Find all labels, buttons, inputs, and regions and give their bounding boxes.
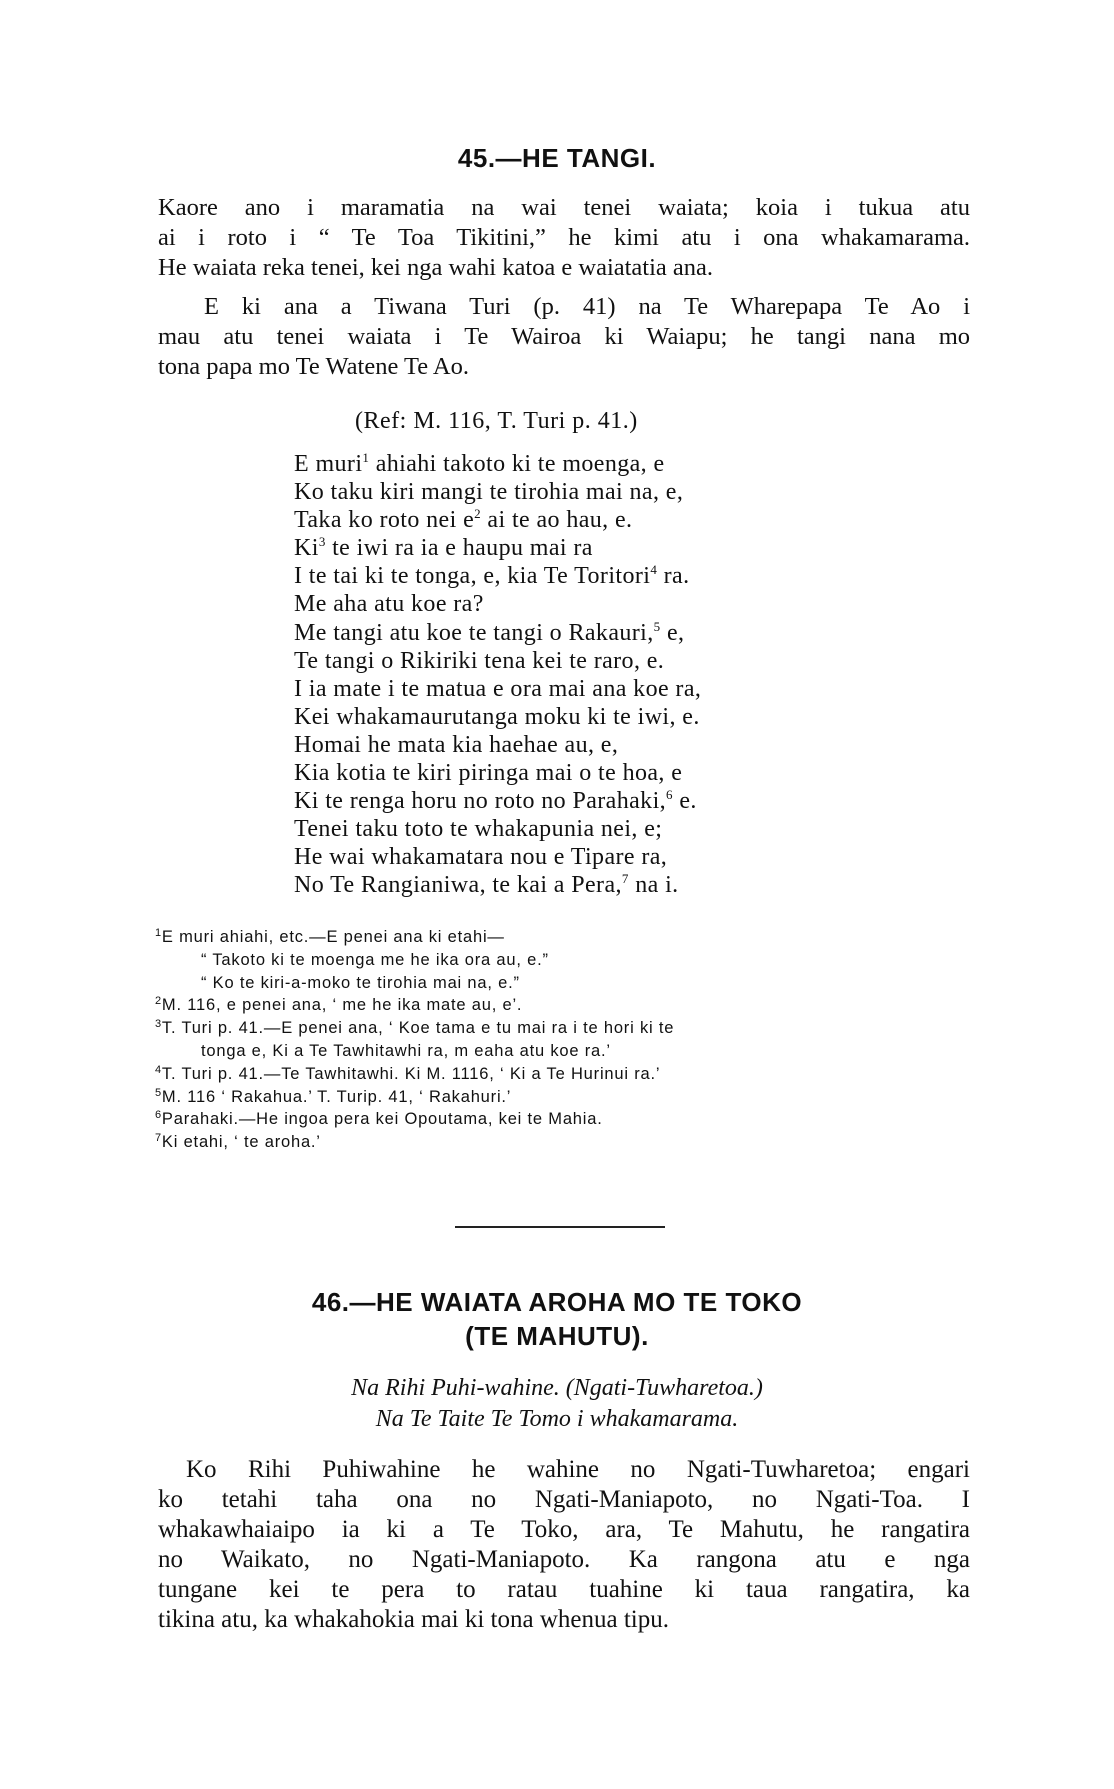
footnote-marker: 3 bbox=[318, 534, 326, 550]
poem-text: Ko taku kiri mangi te tirohia mai na, e, bbox=[294, 479, 684, 506]
poem-text: te iwi ra ia e haupu mai ra bbox=[325, 535, 593, 562]
footnote-text: M. 116, e penei ana, ‘ me he ika mate au, e’. bbox=[161, 996, 523, 1015]
poem-line bbox=[294, 647, 701, 675]
poem-text: Taka ko roto nei e bbox=[294, 507, 475, 534]
poem-line bbox=[294, 843, 701, 871]
footnote-line bbox=[155, 949, 975, 972]
footnote-text: T. Turi p. 41.—E penei ana, ‘ Koe tama e tu mai ra i te hori ki te bbox=[161, 1019, 675, 1038]
footnote-number: 2 bbox=[155, 995, 162, 1008]
poem-text: Me tangi atu koe te tangi o Rakauri, bbox=[294, 619, 654, 646]
poem-line bbox=[294, 478, 701, 506]
body-line: tungane kei te pera to ratau tuahine ki taua rangatira, ka bbox=[158, 1576, 970, 1603]
poem-text: Tenei taku toto te whakapunia nei, e; bbox=[294, 816, 663, 843]
explainer-credit: Na Te Taite Te Tomo i whakamarama. bbox=[375, 1406, 739, 1432]
body-line: whakawhaiaipo ia ki a Te Toko, ara, Te Mahutu, he rangatira bbox=[158, 1516, 970, 1543]
footnote-text: Ki etahi, ‘ te aroha.’ bbox=[161, 1133, 321, 1152]
poem-text: No Te Rangianiwa, te kai a Pera, bbox=[294, 872, 622, 899]
footnote-line bbox=[155, 926, 975, 949]
poem-text: Ki bbox=[294, 535, 319, 562]
poem-text: ai te ao hau, e. bbox=[481, 507, 633, 534]
poem-line bbox=[294, 731, 701, 759]
section-45-title: 45.—HE TANGI. bbox=[457, 143, 657, 173]
poem-text: Ki te renga horu no roto no Parahaki, bbox=[294, 788, 667, 815]
body-line: Ko Rihi Puhiwahine he wahine no Ngati-Tuwharetoa; engari bbox=[186, 1456, 970, 1483]
poem-text: He wai whakamatara nou e Tipare ra, bbox=[294, 844, 668, 871]
source-line: tona papa mo Te Watene Te Ao. bbox=[158, 353, 469, 380]
footnote-text: Parahaki.—He ingoa pera kei Opoutama, kei te Mahia. bbox=[161, 1110, 603, 1129]
section-45-source-paragraph bbox=[158, 292, 970, 382]
footnote-number: 1 bbox=[155, 927, 162, 939]
footnote-number: 5 bbox=[155, 1086, 162, 1099]
poem-line bbox=[294, 562, 701, 590]
poem-text: e. bbox=[672, 788, 697, 815]
section-45-intro bbox=[158, 193, 970, 283]
footnote-number: 6 bbox=[155, 1109, 162, 1122]
section-46-title-line1: 46.—HE WAIATA AROHA MO TE TOKO bbox=[311, 1287, 803, 1317]
footnote-line bbox=[155, 1086, 975, 1109]
poem-line bbox=[294, 787, 701, 815]
intro-line: He waiata reka tenei, kei nga wahi katoa e waiatatia ana. bbox=[158, 254, 714, 281]
footnote-text: tonga e, Ki a Te Tawhitawhi ra, m eaha atu koe ra.’ bbox=[201, 1041, 611, 1060]
poem-line bbox=[294, 450, 701, 478]
footnote-line bbox=[155, 1108, 975, 1131]
section-46-title-line2: (TE MAHUTU). bbox=[465, 1321, 649, 1351]
footnote bbox=[155, 994, 975, 1017]
poem-text: na i. bbox=[628, 872, 679, 899]
footnote-text: “ Takoto ki te moenga me he ika ora au, e.” bbox=[201, 950, 549, 969]
poem-line bbox=[294, 506, 701, 534]
section-46-intro bbox=[158, 1455, 970, 1635]
section-46-title bbox=[0, 1285, 1114, 1353]
footnote-number: 4 bbox=[155, 1063, 162, 1076]
footnote-number: 3 bbox=[155, 1018, 162, 1031]
poem-text: Te tangi o Rikiriki tena kei te raro, e. bbox=[294, 647, 665, 674]
poem-text: Homai he mata kia haehae au, e, bbox=[294, 731, 619, 758]
body-line: ko tetahi taha ona no Ngati-Maniapoto, no Ngati-Toa. I bbox=[158, 1486, 970, 1513]
footnote-text: T. Turi p. 41.—Te Tawhitawhi. Ki M. 1116, ‘ Ki a Te Hurinui ra.’ bbox=[161, 1064, 661, 1083]
footnote-marker: 7 bbox=[621, 871, 629, 887]
poem-text: I te tai ki te tonga, e, kia Te Toritori bbox=[294, 563, 651, 590]
poem-text: ahiahi takoto ki te moenga, e bbox=[369, 451, 665, 477]
footnote-line bbox=[155, 1017, 975, 1040]
poem-line bbox=[294, 590, 701, 618]
poem-line bbox=[294, 619, 701, 647]
footnote-line bbox=[155, 1040, 975, 1063]
footnote bbox=[155, 1063, 975, 1086]
reference-citation: (Ref: M. 116, T. Turi p. 41.) bbox=[355, 408, 638, 434]
footnote-marker: 4 bbox=[650, 562, 658, 578]
footnote-number: 7 bbox=[155, 1132, 162, 1145]
poem-text: Me aha atu koe ra? bbox=[294, 591, 484, 618]
footnotes bbox=[155, 926, 975, 1154]
intro-line: ai i roto i “ Te Toa Tikitini,” he kimi atu i ona whakamarama. bbox=[158, 224, 970, 251]
poem-line bbox=[294, 871, 701, 899]
poem-text: e, bbox=[660, 619, 685, 646]
source-line: E ki ana a Tiwana Turi (p. 41) na Te Wharepapa Te Ao i bbox=[204, 293, 970, 320]
poem-line bbox=[294, 703, 701, 731]
footnote-line bbox=[155, 994, 975, 1017]
poem-line bbox=[294, 675, 701, 703]
body-line: no Waikato, no Ngati-Maniapoto. Ka rangona atu e nga bbox=[158, 1546, 970, 1573]
body-line: tikina atu, ka whakahokia mai ki tona whenua tipu. bbox=[158, 1606, 669, 1633]
footnote-marker: 6 bbox=[666, 787, 673, 803]
poem-line bbox=[294, 759, 701, 787]
composer-credit: Na Rihi Puhi-wahine. (Ngati-Tuwharetoa.) bbox=[351, 1375, 763, 1401]
footnote-line bbox=[155, 1131, 975, 1154]
footnote-marker: 1 bbox=[362, 450, 370, 465]
poem-text: Kei whakamaurutanga moku ki te iwi, e. bbox=[294, 703, 700, 730]
poem-text: E muri bbox=[294, 451, 363, 477]
poem-line bbox=[294, 815, 701, 843]
footnote bbox=[155, 1131, 975, 1154]
intro-line: Kaore ano i maramatia na wai tenei waiata; koia i tukua atu bbox=[158, 194, 970, 221]
poem-line bbox=[294, 534, 701, 562]
footnote-marker: 5 bbox=[653, 618, 661, 634]
footnote-text: E muri ahiahi, etc.—E penei ana ki etahi— bbox=[161, 928, 505, 946]
footnote bbox=[155, 926, 975, 994]
footnote-marker: 2 bbox=[474, 506, 482, 522]
poem-text: I ia mate i te matua e ora mai ana koe ra, bbox=[294, 675, 702, 702]
footnote-line bbox=[155, 1063, 975, 1086]
poem-text: ra. bbox=[657, 563, 690, 590]
waiata-lyrics bbox=[294, 450, 701, 900]
section-divider bbox=[455, 1226, 665, 1228]
footnote-text: “ Ko te kiri-a-moko te tirohia mai na, e.” bbox=[201, 973, 520, 992]
footnote bbox=[155, 1108, 975, 1131]
poem-text: Kia kotia te kiri piringa mai o te hoa, e bbox=[294, 760, 683, 787]
source-line: mau atu tenei waiata i Te Wairoa ki Waiapu; he tangi nana mo bbox=[158, 323, 970, 350]
footnote bbox=[155, 1017, 975, 1063]
footnote-line bbox=[155, 972, 975, 995]
footnote bbox=[155, 1086, 975, 1109]
footnote-text: M. 116 ‘ Rakahua.’ T. Turip. 41, ‘ Rakahuri.’ bbox=[161, 1087, 512, 1106]
